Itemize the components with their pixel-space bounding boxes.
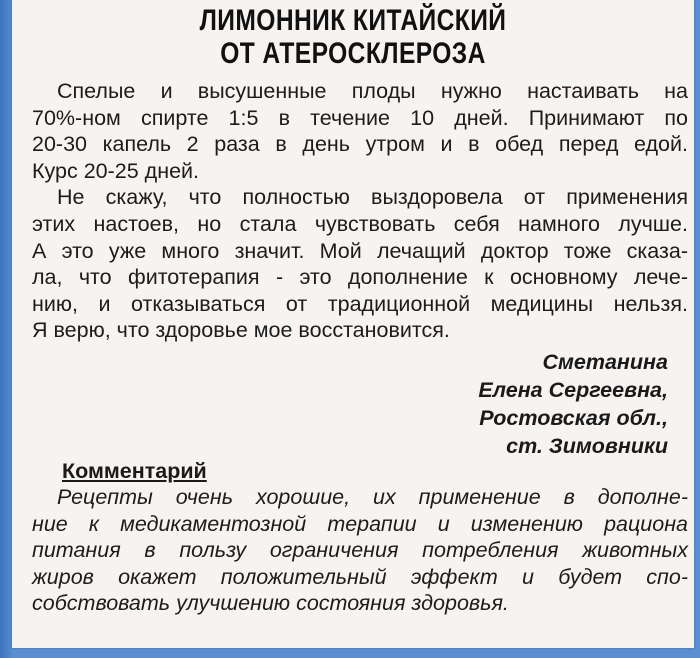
body-line: Курс 20-25 дней.	[32, 158, 200, 183]
comment-text	[32, 484, 688, 617]
body-line: Не скажу, что полностью выздоровела от применения	[57, 185, 688, 210]
author-settlement: ст. Зимовники	[506, 434, 668, 458]
author-name: Елена Сергеевна,	[478, 378, 668, 402]
body-line: Спелые и высушенные плоды нужно настаивать на	[57, 79, 688, 103]
article-title	[73, 4, 632, 70]
comment-line: Рецепты очень хорошие, их применение в дополне-	[57, 485, 688, 509]
body-line: этих настоев, но стала чувствовать себя намного лучше.	[32, 211, 688, 236]
body-line: ла, что фитотерапия - это дополнение к основному лече-	[32, 265, 688, 290]
author-signature	[478, 348, 668, 460]
author-surname: Сметанина	[542, 350, 668, 374]
comment-heading: Комментарий	[62, 459, 207, 483]
body-line: 20-30 капель 2 раза в день утром и в обед перед едой.	[32, 132, 688, 157]
comment-line: питания в пользу ограничения потребления животных	[32, 538, 688, 563]
title-line-2: ОТ АТЕРОСКЛЕРОЗА	[220, 37, 486, 70]
comment-line: ние к медикаментозной терапии и изменению рациона	[32, 511, 688, 536]
body-line: нию, и отказываться от традиционной медицины нельзя.	[32, 291, 688, 316]
article-clipping	[12, 0, 694, 648]
comment-line: собствовать улучшению состояния здоровья.	[32, 591, 509, 616]
title-line-1: ЛИМОННИК КИТАЙСКИЙ	[199, 4, 507, 37]
author-region: Ростовская обл.,	[479, 406, 668, 430]
comment-line: жиров окажет положительный эффект и будет спо-	[32, 564, 688, 589]
article-body	[32, 78, 688, 344]
body-line: А это уже много значит. Мой лечащий доктор тоже сказа-	[32, 238, 688, 263]
body-line: Я верю, что здоровье мое восстановится.	[32, 318, 450, 343]
body-line: 70%-ном спирте 1:5 в течение 10 дней. Принимают по	[32, 105, 688, 130]
